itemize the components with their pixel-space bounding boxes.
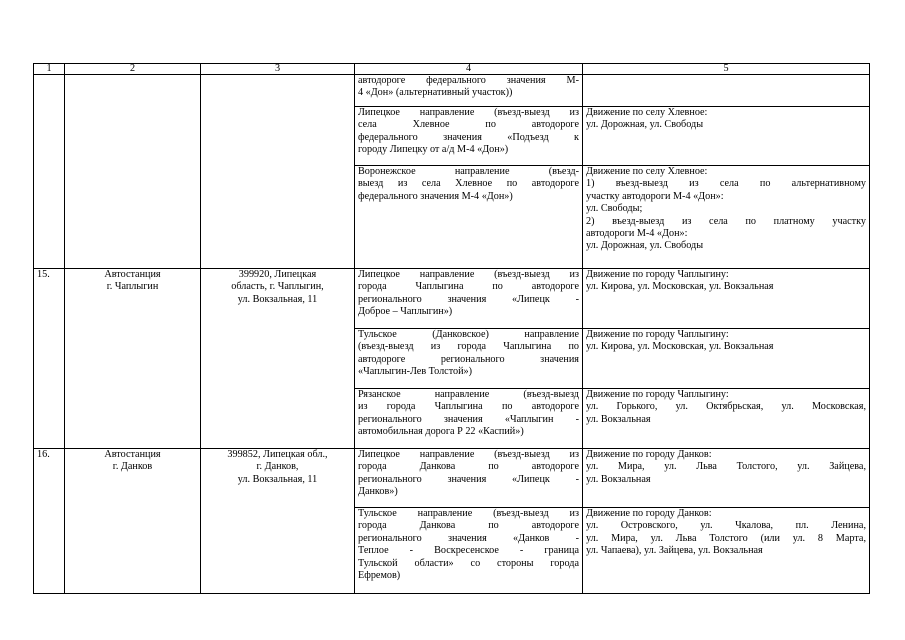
- route-cell: [583, 166, 870, 269]
- direction-line: регионального значения «Данков -: [358, 532, 579, 544]
- direction-line: федерального значения «Подъезд к: [358, 131, 579, 143]
- direction-cell: [355, 166, 583, 269]
- route-line: Движение по селу Хлевное:: [586, 166, 708, 177]
- direction-cell: [355, 449, 583, 508]
- direction-cell: [355, 75, 583, 107]
- direction-line: Тульское (Данковское) направление: [358, 329, 579, 340]
- direction-line: Липецкое направление (въезд-выезд из: [358, 269, 579, 280]
- address-line: 399920, Липецкая: [238, 269, 317, 280]
- direction-line: автодороге федерального значения М-: [358, 75, 579, 86]
- route-cell: [583, 75, 870, 107]
- header-col-5: 5: [583, 64, 870, 75]
- table-row: [34, 269, 870, 329]
- header-row: [34, 64, 870, 75]
- direction-line: городу Липецку от а/д М-4 «Дон»): [358, 144, 509, 156]
- station-address-cell: [201, 449, 355, 594]
- direction-line: регионального значения «Липецк -: [358, 473, 579, 485]
- direction-cell: [355, 389, 583, 449]
- header-col-1: 1: [34, 64, 65, 75]
- table-row: [34, 75, 870, 107]
- route-line: 1) въезд-выезд из села по альтернативному: [586, 178, 866, 190]
- direction-cell: [355, 329, 583, 389]
- station-name-line: Автостанция: [104, 269, 161, 280]
- direction-cell: [355, 508, 583, 594]
- route-line: 2) въезд-выезд из села по платному участку: [586, 215, 866, 227]
- route-line: ул. Кирова, ул. Московская, ул. Вокзальная: [586, 281, 774, 293]
- station-name-line: г. Чаплыгин: [106, 281, 159, 293]
- station-name-line: Автостанция: [104, 449, 161, 460]
- row-number-cell: 16.: [34, 449, 65, 594]
- route-cell: [583, 107, 870, 166]
- header-col-2: 2: [65, 64, 201, 75]
- direction-line: автодороге регионального значения: [358, 353, 579, 365]
- route-cell: [583, 449, 870, 508]
- route-line: ул. Свободы;: [586, 203, 643, 215]
- direction-line: Воронежское направление (въезд-: [358, 166, 579, 177]
- direction-line: «Чаплыгин-Лев Толстой»): [358, 366, 473, 378]
- direction-line: автомобильная дорога Р 22 «Каспий»): [358, 426, 524, 438]
- route-line: ул. Мира, ул. Льва Толстого, ул. Зайцева,: [586, 461, 866, 473]
- route-line: ул. Дорожная, ул. Свободы: [586, 240, 704, 252]
- direction-line: регионального значения «Липецк -: [358, 293, 579, 305]
- station-address-cell: [201, 75, 355, 269]
- direction-line: из города Чаплыгина по автодороге: [358, 401, 579, 413]
- route-line: Движение по городу Чаплыгину:: [586, 329, 729, 340]
- direction-line: Ефремов): [358, 570, 401, 582]
- row-number-cell: 15.: [34, 269, 65, 449]
- address-line: 399852, Липецкая обл.,: [227, 449, 328, 460]
- station-name-cell: [65, 269, 201, 449]
- route-line: Движение по городу Чаплыгину:: [586, 389, 729, 400]
- direction-line: Данков»): [358, 486, 398, 498]
- address-line: ул. Вокзальная, 11: [237, 473, 318, 485]
- direction-line: Тульской области» со стороны города: [358, 557, 579, 569]
- station-name-line: г. Данков: [112, 461, 153, 473]
- route-cell: [583, 508, 870, 594]
- station-name-cell: [65, 449, 201, 594]
- route-line: ул. Вокзальная: [586, 473, 651, 485]
- route-line: ул. Вокзальная: [586, 413, 651, 425]
- station-address-cell: [201, 269, 355, 449]
- route-line: ул. Чапаева), ул. Зайцева, ул. Вокзальная: [586, 545, 763, 557]
- direction-line: (въезд-выезд из города Чаплыгина по: [358, 341, 579, 353]
- direction-line: Тульское направление (въезд-выезд из: [358, 508, 579, 519]
- route-cell: [583, 329, 870, 389]
- direction-line: города Данкова по автодороге: [358, 520, 579, 532]
- route-line: ул. Горького, ул. Октябрьская, ул. Московская,: [586, 401, 866, 413]
- direction-line: Липецкое направление (въезд-выезд из: [358, 107, 579, 118]
- direction-line: 4 «Дон» (альтернативный участок)): [358, 87, 513, 99]
- route-line: Движение по городу Данков:: [586, 508, 712, 519]
- route-line: ул. Мира, ул. Льва Толстого (или ул. 8 Марта,: [586, 532, 866, 544]
- header-col-3: 3: [201, 64, 355, 75]
- route-line: Движение по селу Хлевное:: [586, 107, 708, 118]
- station-name-cell: [65, 75, 201, 269]
- direction-line: города Данкова по автодороге: [358, 461, 579, 473]
- direction-line: выезд из села Хлевное по автодороге: [358, 178, 579, 190]
- address-line: г. Данков,: [256, 461, 299, 473]
- route-line: участку автодороги М-4 «Дон»:: [586, 190, 724, 202]
- route-line: Движение по городу Данков:: [586, 449, 712, 460]
- address-line: область, г. Чаплыгин,: [231, 281, 324, 293]
- direction-line: города Чаплыгина по автодороге: [358, 281, 579, 293]
- direction-cell: [355, 107, 583, 166]
- direction-line: федерального значения М-4 «Дон»): [358, 190, 513, 202]
- route-line: ул. Островского, ул. Чкалова, пл. Ленина,: [586, 520, 866, 532]
- header-col-4: 4: [355, 64, 583, 75]
- table-row: [34, 449, 870, 508]
- address-line: ул. Вокзальная, 11: [237, 293, 318, 305]
- direction-line: Липецкое направление (въезд-выезд из: [358, 449, 579, 460]
- route-line: автодороги М-4 «Дон»:: [586, 228, 688, 240]
- route-line: ул. Кирова, ул. Московская, ул. Вокзальная: [586, 341, 774, 353]
- direction-line: села Хлевное по автодороге: [358, 119, 579, 131]
- route-line: Движение по городу Чаплыгину:: [586, 269, 729, 280]
- route-cell: [583, 389, 870, 449]
- direction-line: Рязанское направление (въезд-выезд: [358, 389, 579, 400]
- routes-table: [33, 63, 870, 594]
- direction-line: регионального значения «Чаплыгин -: [358, 413, 579, 425]
- route-cell: [583, 269, 870, 329]
- direction-line: Доброе – Чаплыгин»): [358, 306, 453, 318]
- direction-cell: [355, 269, 583, 329]
- row-number-cell: [34, 75, 65, 269]
- direction-line: Теплое - Воскресенское - граница: [358, 545, 579, 557]
- route-line: ул. Дорожная, ул. Свободы: [586, 119, 704, 131]
